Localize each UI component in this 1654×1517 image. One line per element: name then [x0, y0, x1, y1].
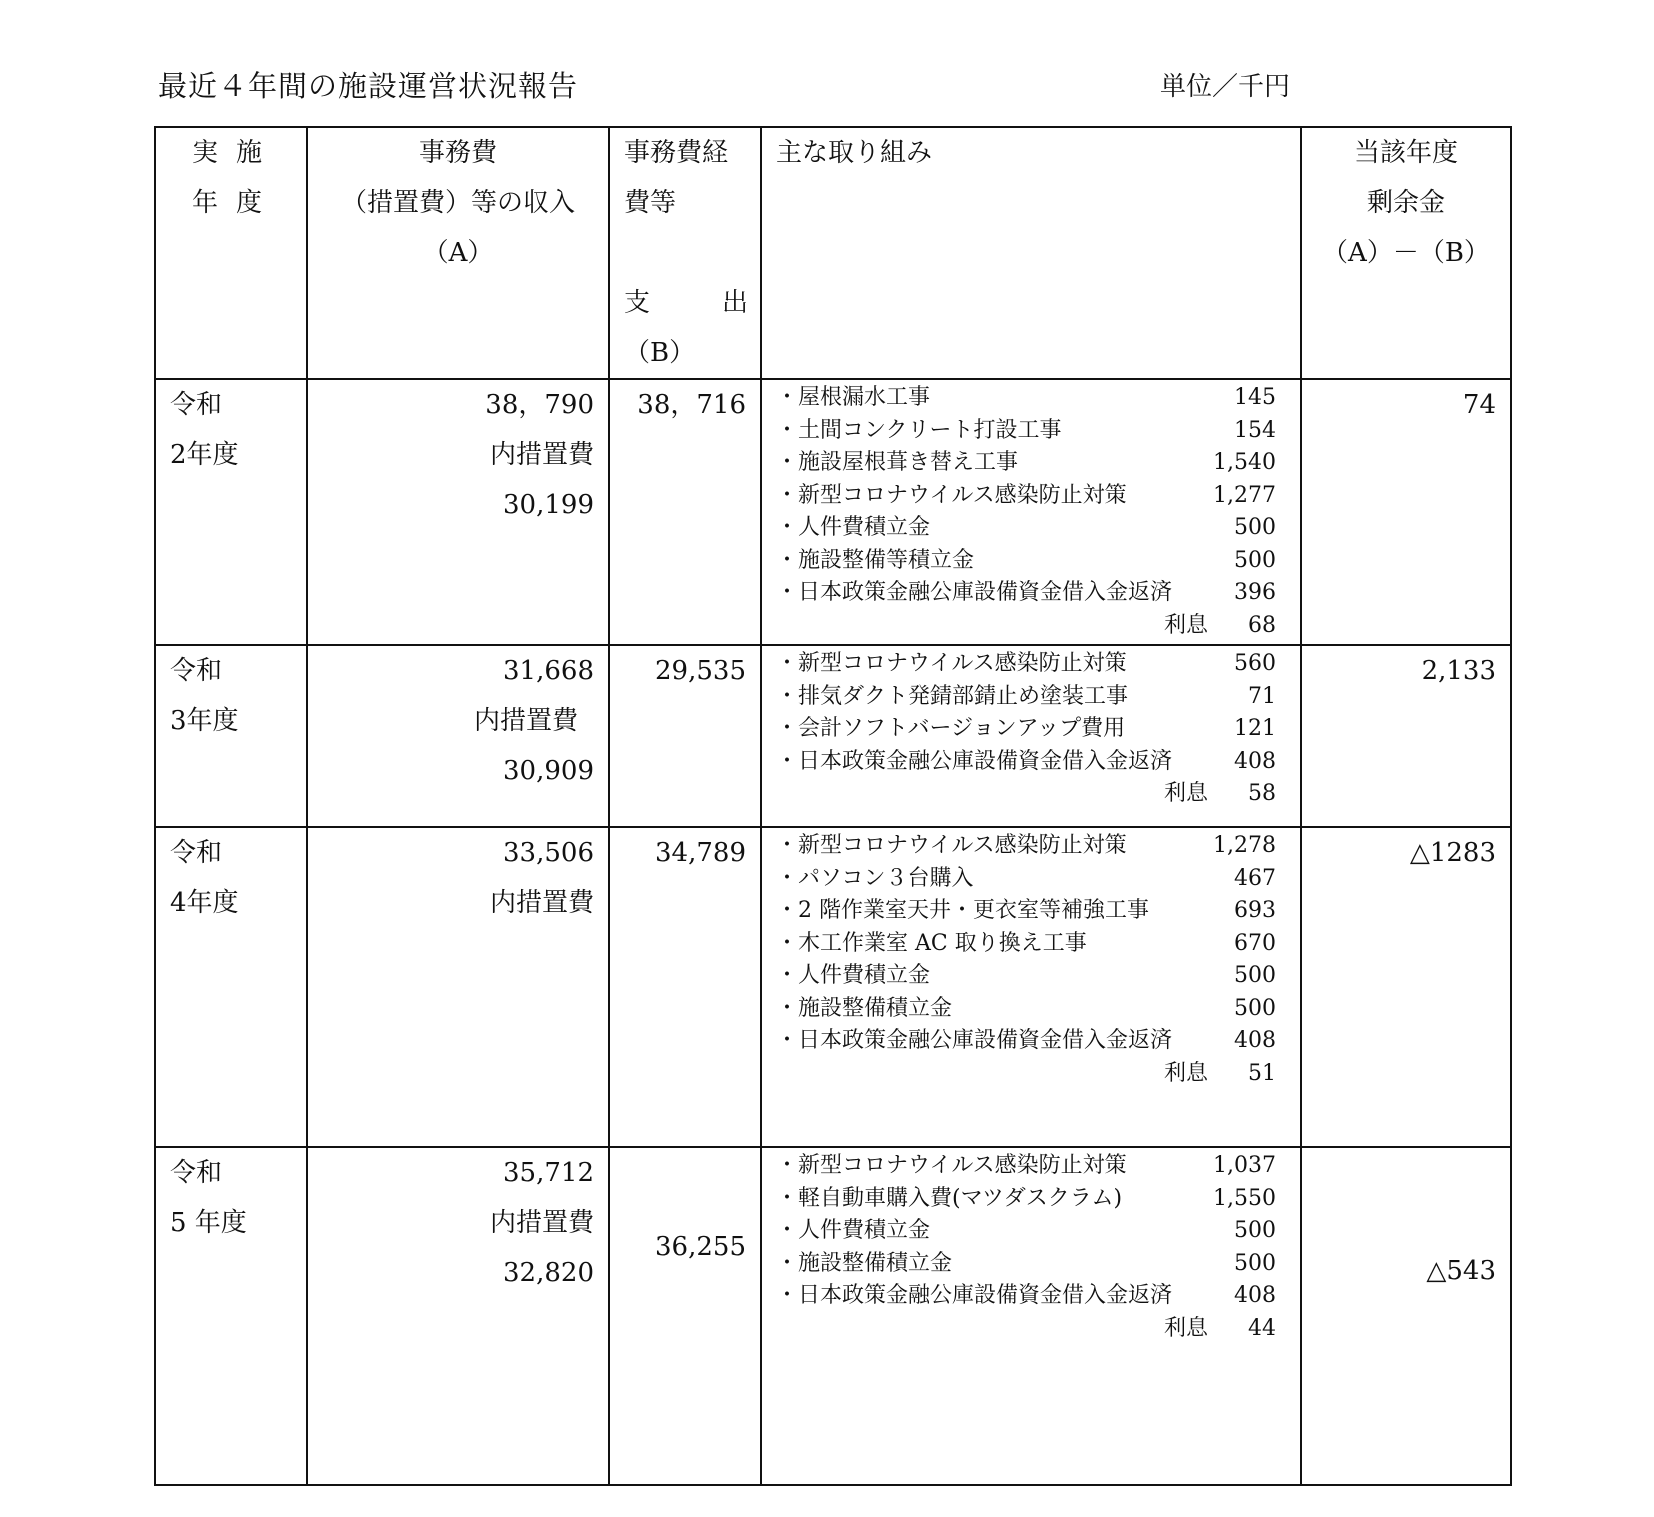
- activity-amount: 1,037: [1213, 1153, 1276, 1178]
- header-activities: 主な取り組み: [761, 127, 1301, 379]
- year-line: 令和: [170, 1158, 223, 1188]
- activity-amount: 145: [1234, 385, 1276, 410]
- activity-amount: 1,277: [1213, 482, 1276, 508]
- year-cell: [155, 1147, 307, 1485]
- activities-cell: [761, 827, 1301, 1147]
- surplus-cell: [1301, 1147, 1511, 1485]
- operations-report-table: [154, 126, 1512, 1486]
- unit-label: 単位／千円: [1160, 72, 1291, 102]
- table-row: [155, 1147, 1511, 1485]
- income-line: 内措置費: [489, 1208, 594, 1238]
- activity-label: ・施設整備積立金: [776, 1250, 953, 1276]
- activity-amount: 396: [1234, 580, 1276, 605]
- activity-amount: 408: [1234, 748, 1276, 774]
- activity-item: [762, 447, 1276, 480]
- income-line: 32,820: [503, 1258, 594, 1288]
- activity-item: [762, 1280, 1276, 1313]
- activity-amount: 467: [1234, 865, 1276, 891]
- expense-value: 36,255: [655, 1232, 746, 1262]
- activities-cell: [761, 379, 1301, 645]
- surplus-cell: [1301, 645, 1511, 827]
- activity-amount: 1,550: [1213, 1185, 1276, 1211]
- activity-amount: 500: [1234, 515, 1276, 540]
- activity-interest: [762, 1313, 1276, 1346]
- year-line: 2年度: [170, 440, 239, 470]
- activity-label: ・排気ダクト発錆部錆止め塗装工事: [776, 683, 1129, 709]
- year-line: 4年度: [170, 888, 239, 918]
- table-row: [155, 379, 1511, 645]
- expense-cell: [609, 1147, 761, 1485]
- income-line: 33,506: [503, 838, 594, 868]
- activity-label: ・日本政策金融公庫設備資金借入金返済: [776, 748, 1173, 774]
- interest-amount: 58: [1248, 781, 1276, 806]
- activity-label: ・人件費積立金: [776, 515, 931, 540]
- activity-item: [762, 746, 1276, 779]
- income-line: 30,909: [503, 756, 594, 786]
- income-cell: [307, 827, 609, 1147]
- year-line: 5 年度: [170, 1208, 247, 1238]
- activity-item: [762, 382, 1276, 415]
- year-line: 令和: [170, 390, 223, 420]
- header-expense: [609, 127, 761, 379]
- year-cell: [155, 827, 307, 1147]
- activity-label: ・屋根漏水工事: [776, 385, 931, 410]
- expense-cell: [609, 827, 761, 1147]
- income-line: 35,712: [503, 1158, 594, 1188]
- document-title: 最近４年間の施設運営状況報告: [158, 69, 579, 103]
- activity-amount: 154: [1234, 417, 1276, 443]
- income-line: 30,199: [503, 490, 594, 520]
- activity-label: ・軽自動車購入費(マツダスクラム): [776, 1185, 1123, 1211]
- table-row: [155, 645, 1511, 827]
- activity-amount: 500: [1234, 1218, 1276, 1243]
- activity-interest: [762, 1058, 1276, 1091]
- activity-amount: 500: [1234, 547, 1276, 573]
- header-year: [155, 127, 307, 379]
- activity-label: ・施設整備等積立金: [776, 547, 975, 573]
- activity-item: [762, 480, 1276, 513]
- header-income-line: 事務費: [418, 138, 497, 168]
- activity-label: ・会計ソフトバージョンアップ費用: [776, 716, 1126, 741]
- income-cell: [307, 645, 609, 827]
- surplus-value: △1283: [1409, 838, 1496, 868]
- year-cell: [155, 645, 307, 827]
- header-expense-char: 出: [721, 288, 748, 318]
- activity-amount: 500: [1234, 963, 1276, 988]
- activity-label: ・人件費積立金: [776, 1218, 931, 1243]
- interest-amount: 44: [1248, 1315, 1276, 1341]
- header-expense-line: （B）: [624, 338, 696, 368]
- activity-label: ・日本政策金融公庫設備資金借入金返済: [776, 580, 1173, 605]
- activity-label: ・2 階作業室天井・更衣室等補強工事: [776, 898, 1149, 923]
- header-surplus-line: （A）－（B）: [1322, 238, 1490, 268]
- activity-item: [762, 1150, 1276, 1183]
- activity-item: [762, 1215, 1276, 1248]
- year-line: 3年度: [170, 706, 239, 736]
- header-surplus-line: 剰余金: [1366, 188, 1445, 218]
- surplus-value: 74: [1462, 390, 1496, 420]
- header-surplus: [1301, 127, 1511, 379]
- income-cell: [307, 1147, 609, 1485]
- activity-amount: 408: [1234, 1028, 1276, 1053]
- activity-item: [762, 895, 1276, 928]
- expense-cell: [609, 645, 761, 827]
- activity-label: ・施設整備積立金: [776, 995, 953, 1021]
- activities-cell: [761, 1147, 1301, 1485]
- activity-label: ・パソコン３台購入: [776, 865, 974, 891]
- activities-cell: [761, 645, 1301, 827]
- expense-value: 34,789: [655, 838, 746, 868]
- surplus-cell: [1301, 827, 1511, 1147]
- interest-label: 利息: [1163, 1060, 1208, 1086]
- year-line: 令和: [170, 656, 223, 686]
- table-row: [155, 827, 1511, 1147]
- activity-amount: 408: [1234, 1283, 1276, 1308]
- income-cell: [307, 379, 609, 645]
- activity-item: [762, 1248, 1276, 1281]
- year-cell: [155, 379, 307, 645]
- surplus-cell: [1301, 379, 1511, 645]
- header-expense-line: 事務費経: [624, 138, 729, 168]
- income-line: 38，790: [485, 390, 594, 420]
- activity-interest: [762, 778, 1276, 811]
- header-year-line: 年度: [191, 188, 280, 218]
- activity-item: [762, 863, 1276, 896]
- activity-item: [762, 993, 1276, 1026]
- header-income: [307, 127, 609, 379]
- header-income-line: （措置費）等の収入: [340, 188, 575, 218]
- activity-item: [762, 830, 1276, 863]
- activity-item: [762, 545, 1276, 578]
- expense-value: 38，716: [637, 390, 746, 420]
- activity-label: ・人件費積立金: [776, 963, 931, 988]
- activity-item: [762, 713, 1276, 746]
- activity-amount: 693: [1234, 898, 1276, 923]
- income-line: 内措置費: [473, 706, 578, 736]
- interest-amount: 68: [1248, 612, 1276, 638]
- expense-value: 29,535: [655, 656, 746, 686]
- activity-item: [762, 648, 1276, 681]
- activity-label: ・施設屋根葺き替え工事: [776, 450, 1019, 475]
- interest-label: 利息: [1163, 781, 1208, 806]
- activity-item: [762, 1183, 1276, 1216]
- expense-cell: [609, 379, 761, 645]
- income-line: 31,668: [503, 656, 594, 686]
- header-expense-spread: [610, 278, 760, 328]
- header-surplus-line: 当該年度: [1353, 138, 1458, 168]
- activity-label: ・木工作業室 AC 取り換え工事: [776, 930, 1087, 956]
- income-line: 内措置費: [489, 440, 594, 470]
- activity-label: ・新型コロナウイルス感染防止対策: [776, 651, 1127, 676]
- header-row: [155, 127, 1511, 379]
- activity-amount: 500: [1234, 995, 1276, 1021]
- activity-amount: 1,278: [1213, 833, 1276, 858]
- activity-amount: 71: [1248, 683, 1276, 709]
- activity-item: [762, 1025, 1276, 1058]
- activity-interest: [762, 610, 1276, 643]
- activity-amount: 560: [1234, 651, 1276, 676]
- activity-amount: 670: [1234, 930, 1276, 956]
- activity-label: ・土間コンクリート打設工事: [776, 417, 1062, 443]
- activity-amount: 500: [1234, 1250, 1276, 1276]
- activity-item: [762, 415, 1276, 448]
- activity-label: ・新型コロナウイルス感染防止対策: [776, 1153, 1127, 1178]
- activity-item: [762, 960, 1276, 993]
- interest-label: 利息: [1163, 612, 1208, 638]
- interest-label: 利息: [1163, 1315, 1208, 1341]
- header-expense-char: 支: [624, 288, 651, 318]
- activity-item: [762, 681, 1276, 714]
- year-line: 令和: [170, 838, 223, 868]
- activity-label: ・日本政策金融公庫設備資金借入金返済: [776, 1028, 1173, 1053]
- activity-label: ・新型コロナウイルス感染防止対策: [776, 833, 1127, 858]
- interest-amount: 51: [1248, 1060, 1276, 1086]
- activity-label: ・新型コロナウイルス感染防止対策: [776, 482, 1127, 508]
- header-income-line: （A）: [422, 238, 494, 268]
- income-line: 内措置費: [489, 888, 594, 918]
- surplus-value: 2,133: [1421, 656, 1496, 686]
- header-expense-line: 費等: [624, 188, 677, 218]
- activity-item: [762, 512, 1276, 545]
- activity-item: [762, 577, 1276, 610]
- activity-item: [762, 928, 1276, 961]
- surplus-value: △543: [1426, 1256, 1496, 1286]
- activity-amount: 121: [1234, 716, 1276, 741]
- header-year-line: 実施: [191, 138, 280, 168]
- activity-amount: 1,540: [1213, 450, 1276, 475]
- activity-label: ・日本政策金融公庫設備資金借入金返済: [776, 1283, 1173, 1308]
